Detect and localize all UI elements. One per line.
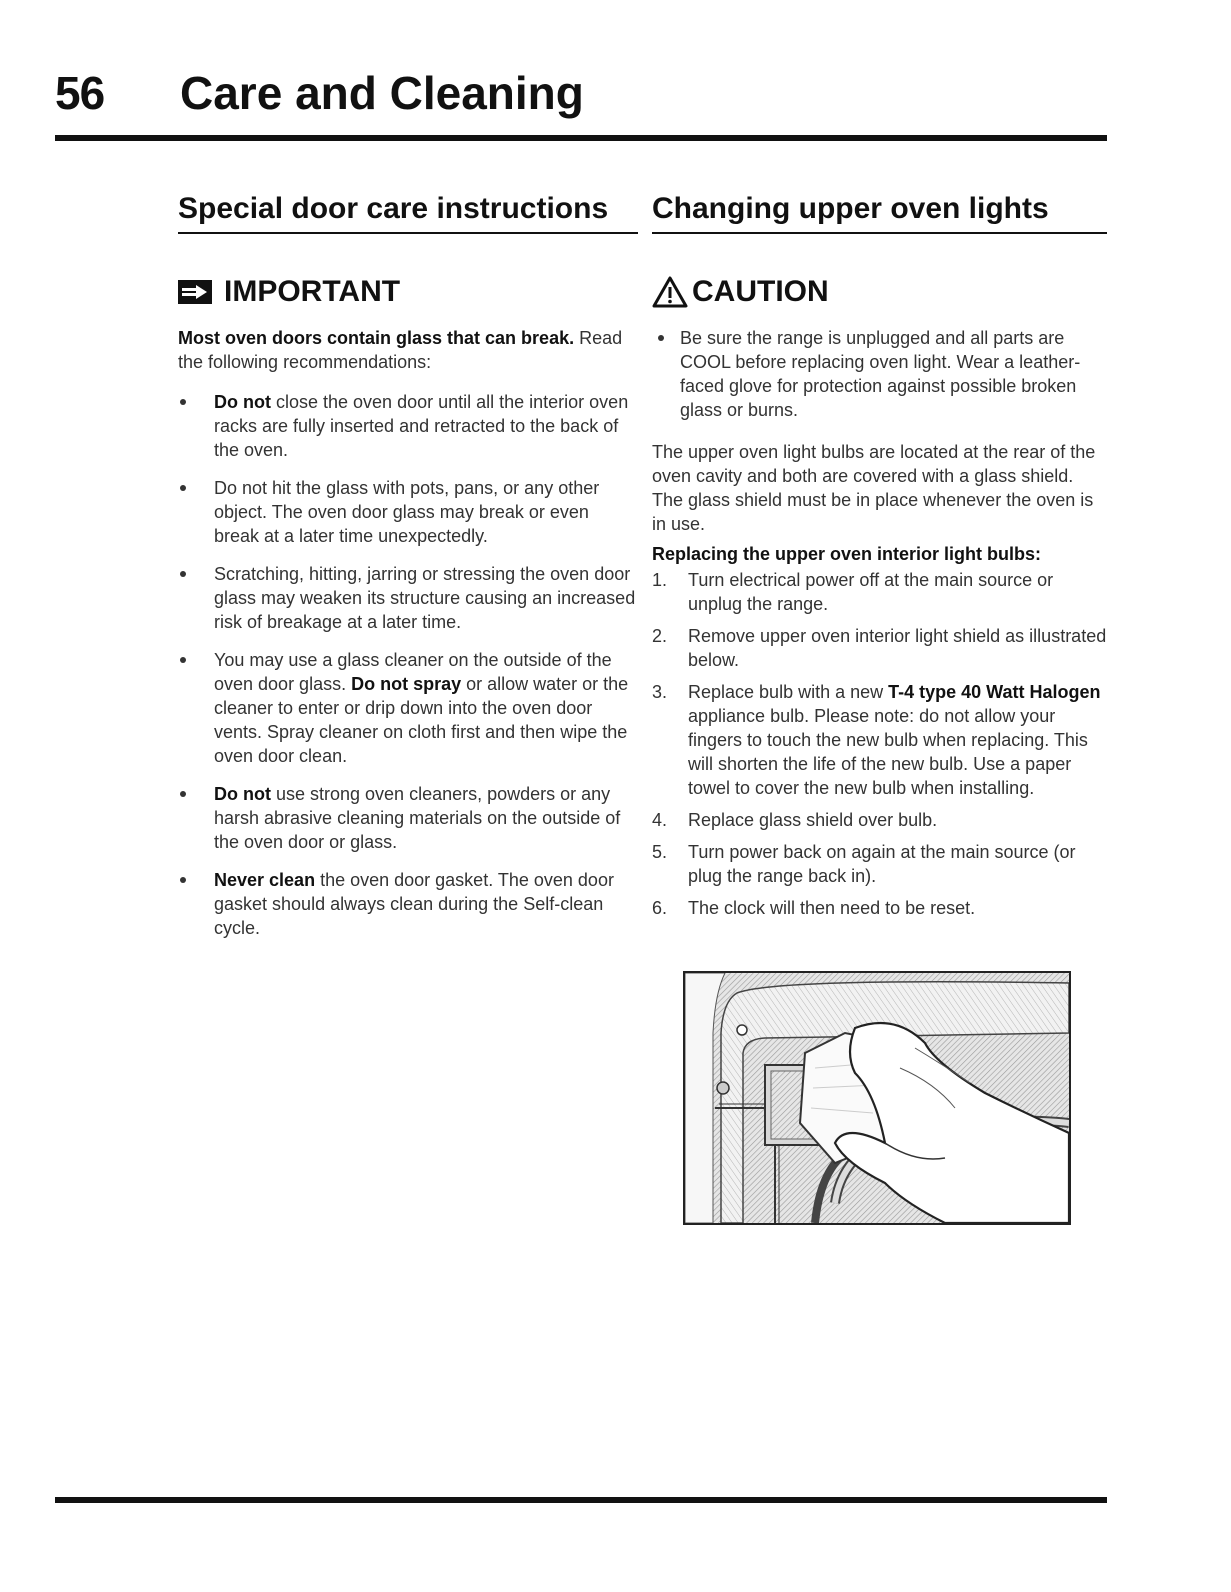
list-item: [178, 648, 638, 768]
hand-removing-light-shield-illustration: [685, 973, 1069, 1223]
step-text: appliance bulb. Please note: do not allow your fingers to touch the new bulb when replacing. This will shorten the life of the new bulb. Use a paper towel to cover the new bulb when installing.: [688, 706, 1088, 798]
replacement-subheading: Replacing the upper oven interior light bulbs:: [652, 544, 1042, 564]
section-title-door-care: Special door care instructions: [178, 192, 638, 234]
list-item: [178, 390, 638, 462]
step-item: [652, 568, 1107, 616]
bullet-text: Do not hit the glass with pots, pans, or any other object. The oven door glass may break or even break at a later time unexpectedly.: [214, 478, 600, 546]
step-item: [652, 808, 1107, 832]
step-item: [652, 840, 1107, 888]
replacement-steps: [652, 568, 1107, 920]
page-header: [55, 66, 1115, 136]
header-rule: [55, 135, 1107, 141]
list-item: Be sure the range is unplugged and all parts are COOL before replacing oven light. Wear a leather-faced glove for protection against possible broken glass or burns.: [652, 326, 1107, 422]
list-item: [178, 476, 638, 548]
caution-triangle-icon: [652, 276, 688, 308]
step-number: 1.: [652, 570, 668, 590]
list-item: [178, 562, 638, 634]
caution-notice: [652, 272, 1107, 312]
chapter-title: Care and Cleaning: [180, 67, 584, 119]
lead-bold: Most oven doors contain glass that can break.: [178, 328, 575, 348]
bullet-text: use strong oven cleaners, powders or any harsh abrasive cleaning materials on the outside of the oven door or glass.: [214, 784, 621, 852]
step-number: 4.: [652, 810, 668, 830]
step-text: Replace bulb with a new: [688, 682, 889, 702]
step-text: The clock will then need to be reset.: [688, 898, 976, 918]
bullet-bold: Never clean: [214, 870, 316, 890]
caution-label: CAUTION: [692, 275, 829, 308]
step-number: 3.: [652, 682, 668, 702]
lead-rest: Read the following recommendations:: [178, 328, 623, 372]
step-text: Remove upper oven interior light shield as illustrated below.: [688, 626, 1107, 670]
bullet-bold: Do not: [214, 784, 271, 804]
bullet-bold: Do not spray: [351, 674, 462, 694]
step-bold: T-4 type 40 Watt Halogen: [888, 682, 1101, 702]
light-shield-removal-figure: [683, 971, 1071, 1225]
bullet-text: You may use a glass cleaner on the outside of the oven door glass.: [214, 650, 612, 694]
important-arrow-icon: [178, 280, 212, 304]
step-item: [652, 680, 1107, 800]
step-number: 2.: [652, 626, 668, 646]
step-number: 5.: [652, 842, 668, 862]
bullet-text: close the oven door until all the interior oven racks are fully inserted and retracted to the back of the oven.: [214, 392, 629, 460]
bullet-text: or allow water or the cleaner to enter or drip down into the oven door vents. Spray cleaner on cloth first and then wipe the oven door clean.: [214, 674, 629, 766]
bullet-bold: Do not: [214, 392, 271, 412]
list-item: [178, 782, 638, 854]
bullet-text: the oven door gasket. The oven door gasket should always clean during the Self-clean cycle.: [214, 870, 614, 938]
light-location-paragraph: The upper oven light bulbs are located at the rear of the oven cavity and both are covered with a glass shield. The glass shield must be in place whenever the oven is in use.: [652, 442, 1096, 534]
footer-rule: [55, 1497, 1107, 1503]
page-number: 56: [55, 67, 105, 119]
step-text: Replace glass shield over bulb.: [688, 810, 938, 830]
step-text: Turn power back on again at the main source (or plug the range back in).: [688, 842, 1076, 886]
upper-oven-lights-section: [652, 192, 1107, 928]
caution-list: [652, 326, 1107, 422]
door-care-list: [178, 390, 638, 940]
list-item: [178, 868, 638, 940]
step-number: 6.: [652, 898, 668, 918]
bullet-text: Scratching, hitting, jarring or stressing the oven door glass may weaken its structure causing an increased risk of breakage at a later time.: [214, 564, 636, 632]
step-item: [652, 896, 1107, 920]
section-title-oven-lights: Changing upper oven lights: [652, 192, 1107, 234]
important-label: IMPORTANT: [224, 275, 401, 308]
important-notice: [178, 272, 638, 312]
door-care-section: [178, 192, 638, 954]
step-text: Turn electrical power off at the main source or unplug the range.: [688, 570, 1054, 614]
step-item: [652, 624, 1107, 672]
lead-paragraph: [178, 326, 638, 374]
